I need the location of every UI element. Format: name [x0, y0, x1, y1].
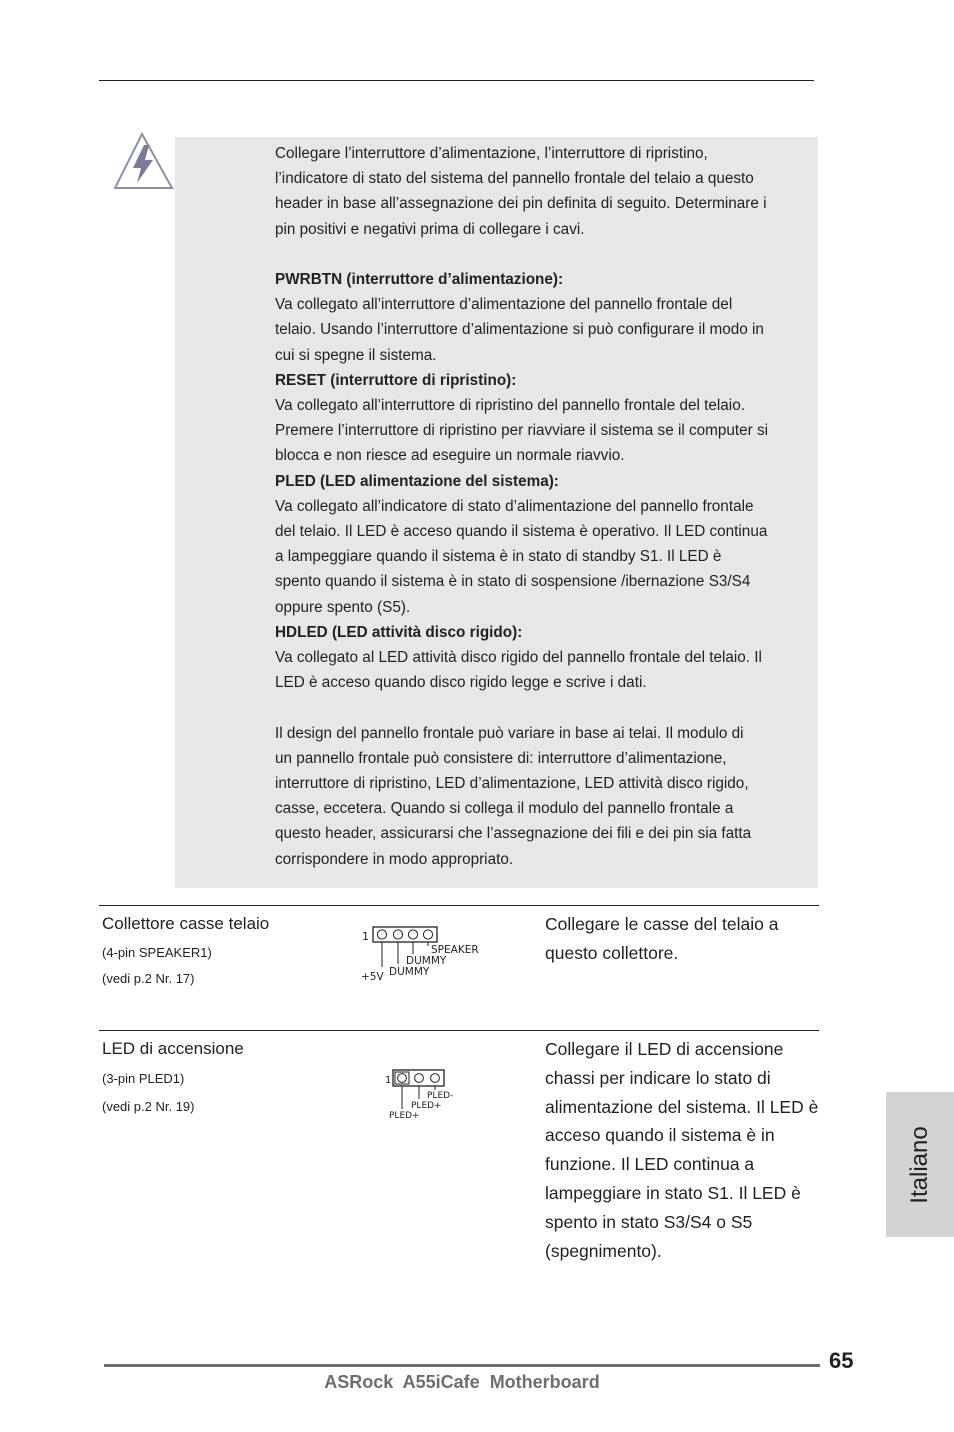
top-rule	[99, 80, 814, 81]
pled-line: Va collegato all’indicatore di stato d’alimentazione del pannello frontale	[275, 497, 754, 515]
speaker-pins: (4-pin SPEAKER1)	[102, 945, 212, 960]
footer-rule	[104, 1364, 820, 1367]
pwrbtn-line: telaio. Usando l’interruttore d’alimentazione si può configurare il modo in	[275, 321, 764, 339]
pled-line: oppure spento (S5).	[275, 598, 411, 616]
led-title: LED di accensione	[102, 1039, 244, 1058]
led-section-rule	[99, 1030, 819, 1031]
note-outro-line: corrispondere in modo appropriato.	[275, 850, 514, 868]
pled-line: del telaio. Il LED è acceso quando il sistema è operativo. Il LED continua	[275, 523, 768, 541]
pled-heading: PLED (LED alimentazione del sistema):	[275, 472, 559, 490]
pled-line: spento quando il sistema è in stato di sospensione /ibernazione S3/S4	[275, 573, 751, 591]
reset-line: blocca e non riesce ad eseguire un normale riavvio.	[275, 447, 625, 465]
hdled-line: Va collegato al LED attività disco rigido del pannello frontale del telaio. Il	[275, 649, 762, 667]
speaker-header-diagram	[358, 922, 493, 984]
pled-line: a lampeggiare quando il sistema è in stato di standby S1. Il LED è	[275, 548, 722, 566]
note-outro-line: un pannello frontale può consistere di: interruttore d’alimentazione,	[275, 749, 727, 767]
page-number: 65	[829, 1348, 854, 1373]
speaker-pin1-label: 1	[362, 930, 369, 943]
led-ref: (vedi p.2 Nr. 19)	[102, 1099, 195, 1114]
note-intro-line: header in base all’assegnazione dei pin definita di seguito. Determinare i	[275, 195, 767, 213]
note-intro-line: Collegare l’interruttore d’alimentazione, l’interruttore di ripristino,	[275, 145, 708, 162]
led-pins: (3-pin PLED1)	[102, 1071, 185, 1086]
note-intro-line: pin positivi e negativi prima di collegare i cavi.	[275, 220, 585, 238]
note-outro-line: questo header, assicurarsi che l’assegnazione dei fili e dei pin sia fatta	[275, 825, 752, 843]
led-header-diagram	[382, 1066, 472, 1122]
language-tab	[886, 1092, 954, 1237]
footer-label: ASRock A55iCafe Motherboard	[324, 1372, 600, 1392]
hdled-line: LED è acceso quando disco rigido legge e scrive i dati.	[275, 674, 647, 692]
speaker-description: Collegare le casse del telaio a questo collettore.	[545, 914, 779, 963]
pwrbtn-heading: PWRBTN (interruttore d’alimentazione):	[275, 271, 564, 288]
speaker-section-rule	[99, 905, 819, 906]
pled-plus-label: PLED+	[389, 1111, 420, 1121]
reset-line: Premere l’interruttore di ripristino per riavviare il sistema se il computer si	[275, 422, 769, 440]
dummy-pin-label: DUMMY	[406, 955, 447, 967]
note-outro-line: interruttore di ripristino, LED d’alimentazione, LED attività disco rigido,	[275, 775, 749, 793]
speaker-ref: (vedi p.2 Nr. 17)	[102, 971, 195, 986]
note-intro-line: l’indicatore di stato del sistema del pannello frontale del telaio a questo	[275, 170, 754, 188]
language-tab-label: Italiano	[906, 1125, 933, 1204]
reset-line: Va collegato all’interruttore di ripristino del pannello frontale del telaio.	[275, 397, 745, 415]
led-pin1-label: 1	[385, 1075, 392, 1086]
note-text	[275, 141, 820, 872]
reset-heading: RESET (interruttore di ripristino):	[275, 371, 517, 389]
warning-icon	[112, 131, 176, 191]
led-description: Collegare il LED di accensione chassi per indicare lo stato di alimentazione del sistema. Il LED è acceso quando il sistema è in funzione. Il LED continua a lampeggiare in stato S1. Il LED è spento in stato S3/S4 o S5 (spegnimento).	[545, 1039, 819, 1261]
pled-minus-label: PLED-	[427, 1091, 454, 1101]
note-outro-line: casse, eccetera. Quando si collega il modulo del pannello frontale a	[275, 800, 734, 818]
pwrbtn-line: cui si spegne il sistema.	[275, 346, 437, 364]
speaker-pin-label: SPEAKER	[431, 944, 479, 956]
note-outro-line: Il design del pannello frontale può variare in base ai telai. Il modulo di	[275, 724, 744, 742]
hdled-heading: HDLED (LED attività disco rigido):	[275, 623, 523, 641]
plus5v-pin-label: +5V	[361, 971, 384, 983]
dummy-pin-label: DUMMY	[389, 966, 430, 978]
speaker-title: Collettore casse telaio	[102, 914, 270, 933]
pled-plus-label: PLED+	[411, 1101, 442, 1111]
pwrbtn-line: Va collegato all’interruttore d’alimentazione del pannello frontale del	[275, 296, 733, 314]
